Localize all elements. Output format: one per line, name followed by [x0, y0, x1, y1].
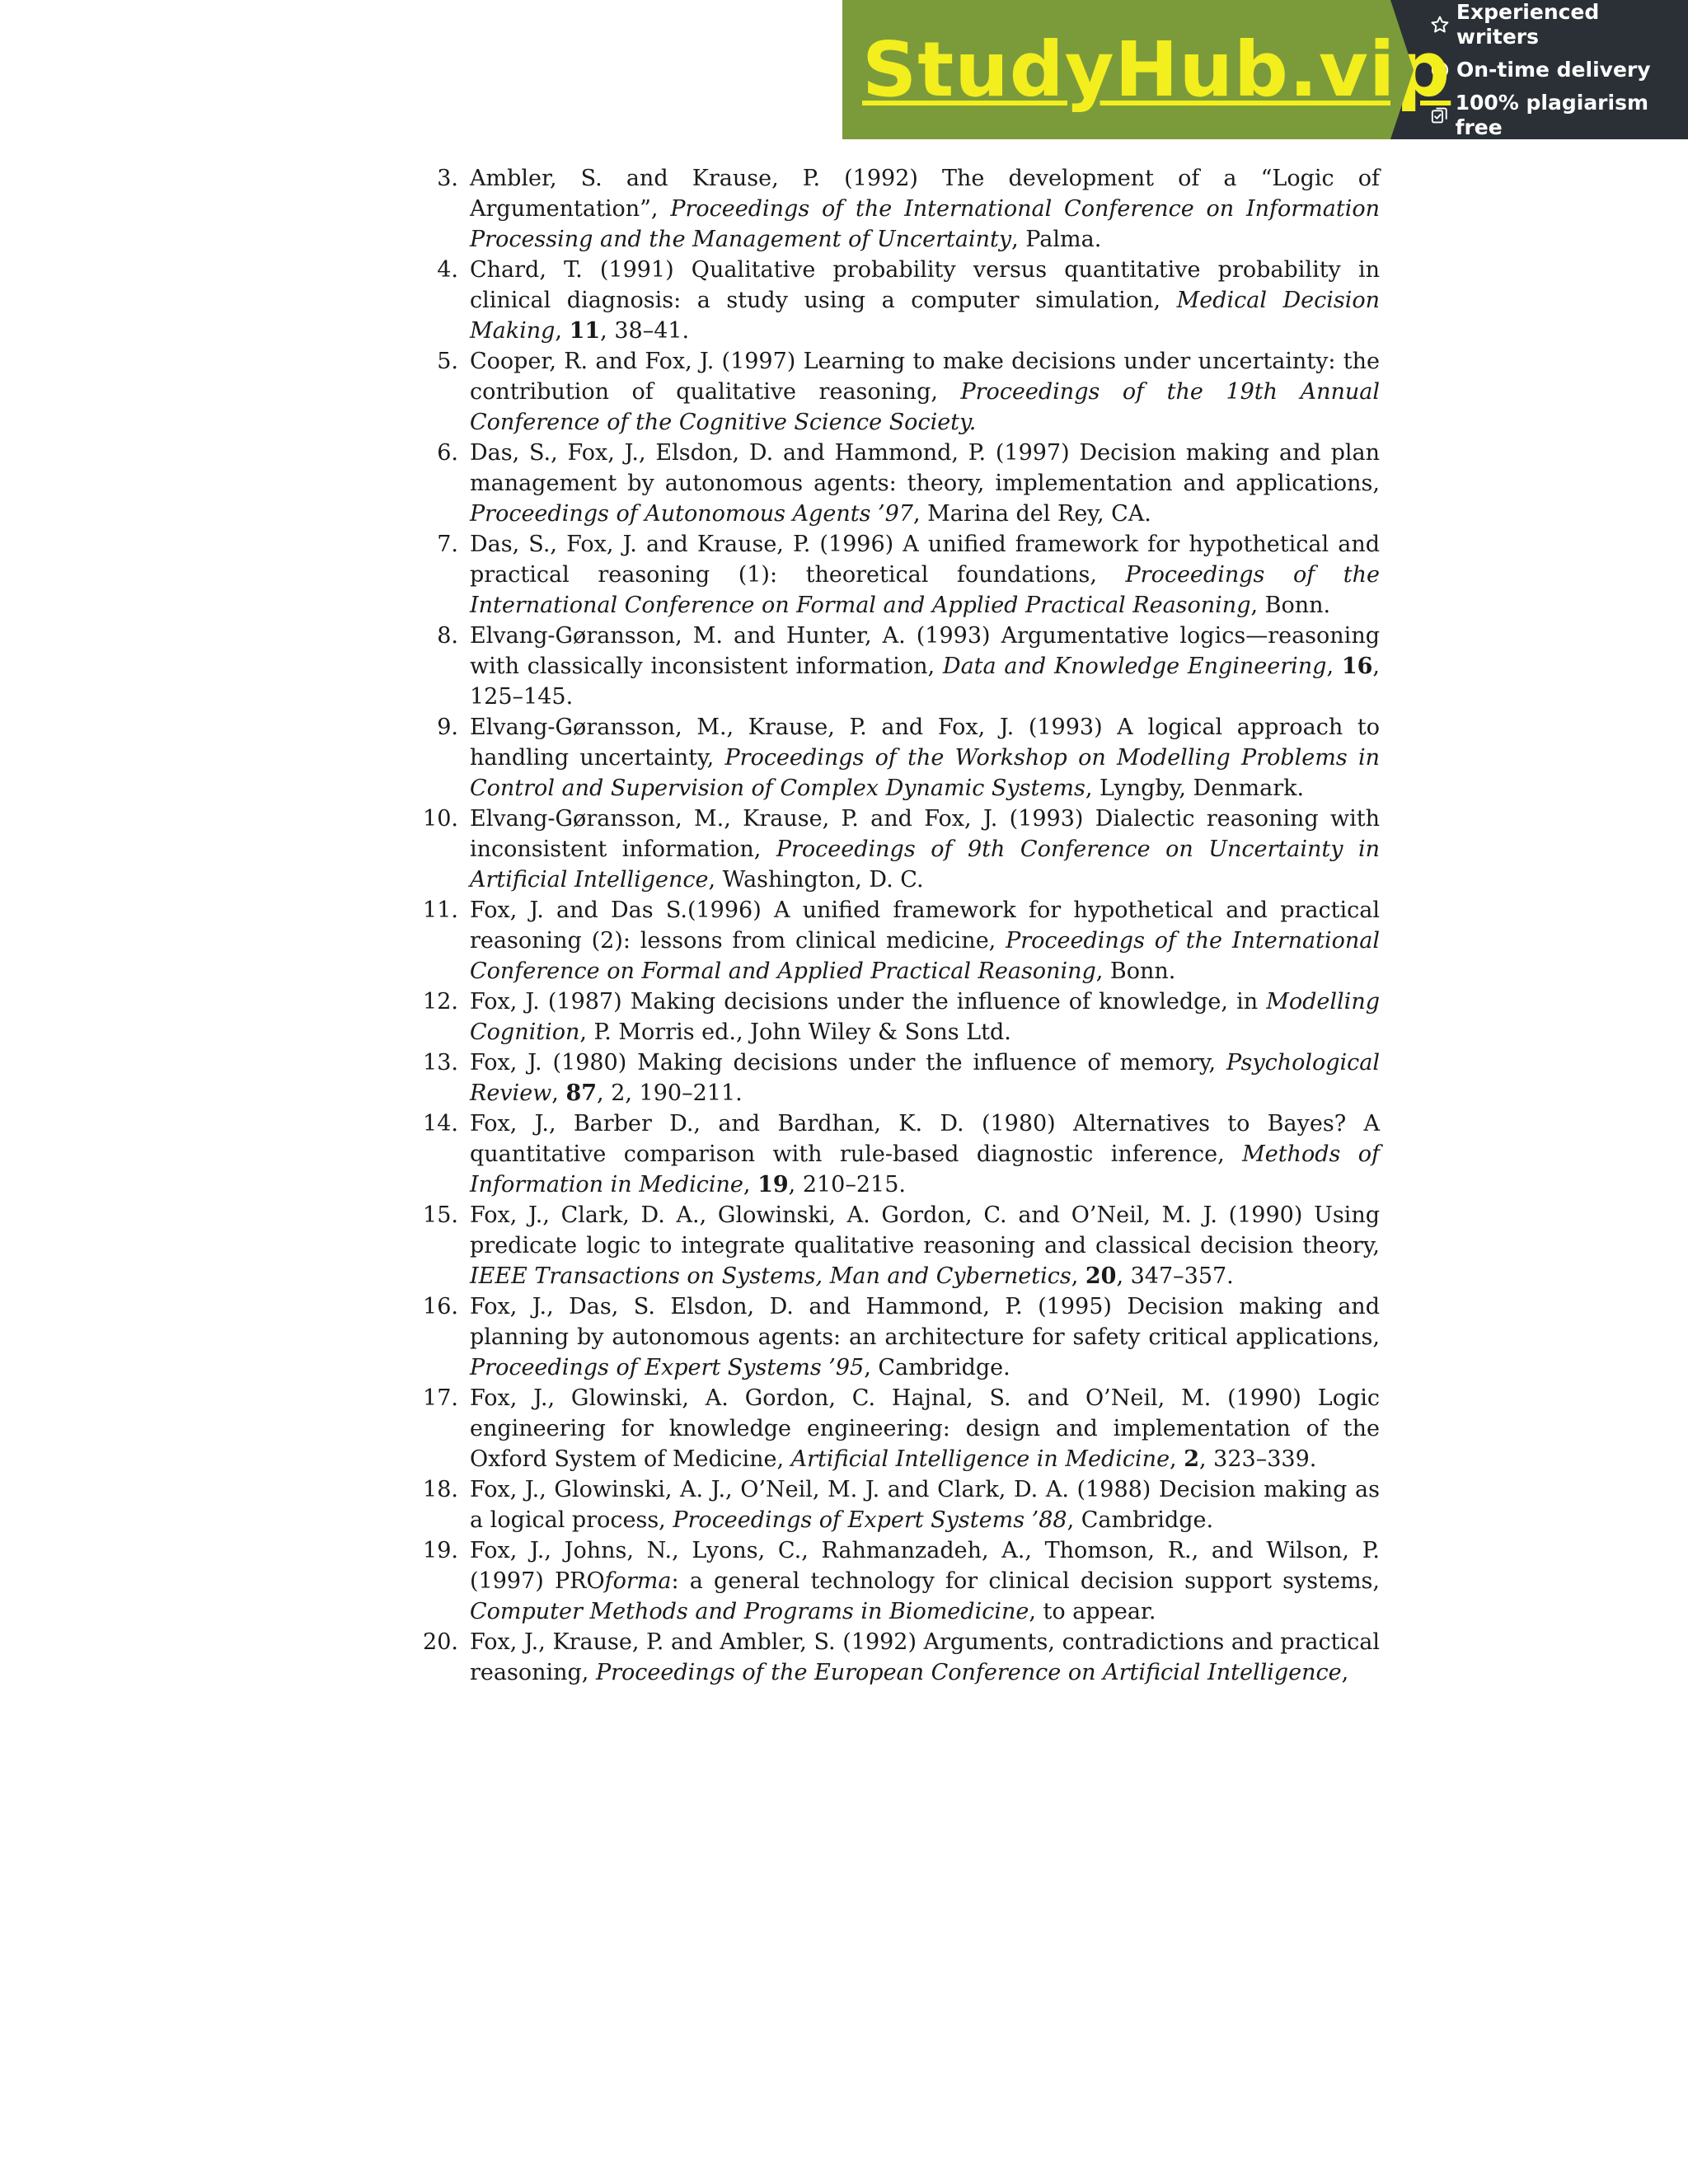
- reference-item: [415, 621, 1380, 712]
- reference-fragment: Fox, J. and Das S.(1996) A unified framework for hypothetical and practical reasoning (2): lessons from clinical medicine,: [470, 898, 1380, 954]
- reference-number: 20.: [423, 1629, 458, 1655]
- reference-text: [470, 440, 1380, 527]
- reference-venue: Artificial Intelligence in Medicine: [790, 1446, 1170, 1472]
- reference-volume: 87: [565, 1080, 598, 1106]
- reference-venue: Medical Decision Making: [470, 288, 1381, 344]
- reference-fragment: Fox, J. (1980) Making decisions under the influence of memory,: [470, 1050, 1227, 1076]
- reference-text: [470, 1385, 1380, 1472]
- reference-fragment: , Lyngby, Denmark.: [1085, 776, 1305, 801]
- reference-volume: 20: [1085, 1263, 1117, 1289]
- reference-fragment: ,: [743, 1172, 758, 1197]
- reference-item: [415, 1474, 1380, 1535]
- reference-fragment: Fox, J., Das, S. Elsdon, D. and Hammond, P. (1995) Decision making and planning by autonomous agents: an architecture for safety critical applications,: [470, 1294, 1380, 1350]
- reference-text: [470, 806, 1380, 893]
- reference-fragment: , Bonn.: [1250, 593, 1331, 618]
- reference-volume: 11: [569, 318, 601, 344]
- reference-item: [415, 255, 1380, 346]
- reference-venue: Computer Methods and Programs in Biomedicine: [470, 1599, 1029, 1624]
- reference-volume: 19: [757, 1172, 789, 1197]
- reference-text: [470, 1202, 1380, 1289]
- reference-fragment: , Bonn.: [1095, 958, 1176, 984]
- reference-text: [470, 1111, 1380, 1197]
- feature-experienced-writers: [1430, 0, 1688, 49]
- reference-item: [415, 529, 1380, 621]
- reference-number: 17.: [423, 1385, 458, 1411]
- reference-item: [415, 438, 1380, 529]
- reference-fragment: Fox, J., Johns, N., Lyons, C., Rahmanzadeh, A., Thomson, R., and Wilson, P. (1997) PRO: [470, 1538, 1380, 1594]
- reference-venue: Data and Knowledge Engineering: [942, 654, 1327, 679]
- reference-fragment: , P. Morris ed., John Wiley & Sons Ltd.: [579, 1019, 1011, 1045]
- reference-number: 12.: [423, 989, 458, 1015]
- reference-venue: Modelling Cognition: [470, 989, 1380, 1045]
- reference-text: [470, 349, 1380, 435]
- reference-fragment: Elvang-Gøransson, M., Krause, P. and Fox, J. (1993) A logical approach to handling uncertainty,: [470, 715, 1380, 771]
- reference-number: 7.: [437, 532, 458, 557]
- reference-fragment: Elvang-Gøransson, M., Krause, P. and Fox, J. (1993) Dialectic reasoning with inconsistent information,: [470, 806, 1380, 862]
- reference-fragment: , 2, 190–211.: [597, 1080, 743, 1106]
- reference-venue: IEEE Transactions on Systems, Man and Cybernetics: [470, 1263, 1071, 1289]
- reference-fragment: ,: [1071, 1263, 1085, 1289]
- reference-venue: Methods of Information in Medicine: [470, 1141, 1380, 1197]
- reference-number: 14.: [423, 1111, 458, 1137]
- reference-fragment: ,: [551, 1080, 566, 1106]
- reference-fragment: Cooper, R. and Fox, J. (1997) Learning to make decisions under uncertainty: the contribution of qualitative reasoning,: [470, 349, 1380, 405]
- reference-fragment: Fox, J., Clark, D. A., Glowinski, A. Gordon, C. and O’Neil, M. J. (1990) Using predicate logic to integrate qualitative reasoning and classical decision theory,: [470, 1202, 1380, 1258]
- reference-number: 5.: [437, 349, 458, 374]
- reference-number: 3.: [437, 166, 458, 191]
- reference-item: [415, 895, 1380, 987]
- reference-fragment: , Cambridge.: [1067, 1507, 1214, 1533]
- reference-volume: 2: [1184, 1446, 1200, 1472]
- feature-label: On-time delivery: [1456, 57, 1651, 82]
- reference-item: [415, 712, 1380, 804]
- reference-fragment: : a general technology for clinical decision support systems,: [671, 1568, 1380, 1594]
- reference-venue: Psychological Review: [470, 1050, 1380, 1106]
- reference-number: 19.: [423, 1538, 458, 1563]
- reference-venue: Proceedings of the Workshop on Modelling Problems in Control and Supervision of Complex Dynamic Systems: [470, 745, 1380, 801]
- reference-fragment: Elvang-Gøransson, M. and Hunter, A. (1993) Argumentative logics—reasoning with classically inconsistent information,: [470, 623, 1380, 679]
- reference-fragment: , 323–339.: [1199, 1446, 1317, 1472]
- reference-fragment: Fox, J., Glowinski, A. J., O’Neil, M. J. and Clark, D. A. (1988) Decision making as a logical process,: [470, 1477, 1380, 1533]
- feature-label: Experienced writers: [1456, 0, 1600, 49]
- reference-text: [470, 166, 1380, 252]
- reference-number: 16.: [423, 1294, 458, 1319]
- feature-label: 100% plagiarism free: [1455, 90, 1649, 139]
- reference-venue: Proceedings of Expert Systems ’95: [470, 1355, 865, 1380]
- reference-text: [470, 989, 1380, 1045]
- reference-fragment: , Washington, D. C.: [708, 867, 924, 893]
- reference-number: 13.: [423, 1050, 458, 1076]
- reference-number: 11.: [423, 898, 458, 923]
- reference-list: [415, 163, 1380, 1688]
- reference-item: [415, 1047, 1380, 1108]
- reference-fragment: Fox, J. (1987) Making decisions under the influence of knowledge, in: [470, 989, 1267, 1015]
- reference-number: 6.: [437, 440, 458, 466]
- reference-fragment: , 347–357.: [1116, 1263, 1234, 1289]
- reference-item: [415, 346, 1380, 438]
- reference-item: [415, 1200, 1380, 1291]
- reference-fragment: ,: [1326, 654, 1342, 679]
- reference-number: 10.: [423, 806, 458, 832]
- reference-venue: Proceedings of the International Conference on Information Processing and the Management of Uncertainty: [470, 196, 1380, 252]
- feature-plagiarism-free: [1430, 91, 1688, 140]
- reference-venue: Proceedings of Expert Systems ’88: [673, 1507, 1067, 1533]
- reference-fragment: Fox, J., Barber D., and Bardhan, K. D. (1980) Alternatives to Bayes? A quantitative comparison with rule-based diagnostic inference,: [470, 1111, 1380, 1167]
- reference-number: 8.: [437, 623, 458, 649]
- reference-fragment: ,: [1170, 1446, 1184, 1472]
- reference-item: [415, 1383, 1380, 1474]
- reference-fragment: , Marina del Rey, CA.: [912, 501, 1151, 527]
- reference-number: 4.: [437, 257, 458, 283]
- reference-volume: 16: [1341, 654, 1373, 679]
- reference-fragment: Ambler, S. and Krause, P. (1992) The development of a “Logic of Argumentation”,: [470, 166, 1380, 222]
- reference-item: [415, 804, 1380, 895]
- reference-text: [470, 1538, 1380, 1624]
- studyhub-banner[interactable]: [842, 0, 1688, 139]
- reference-text: [470, 1629, 1380, 1685]
- reference-number: 15.: [423, 1202, 458, 1228]
- reference-venue: Proceedings of Autonomous Agents ’97: [470, 501, 913, 527]
- reference-fragment: Das, S., Fox, J., Elsdon, D. and Hammond, P. (1997) Decision making and plan management by autonomous agents: theory, implementation and applications,: [470, 440, 1380, 496]
- reference-fragment: , 125–145.: [470, 654, 1381, 710]
- reference-text: [470, 715, 1380, 801]
- reference-fragment: , 38–41.: [600, 318, 690, 344]
- reference-item: [415, 163, 1380, 255]
- reference-fragment: ,: [1341, 1660, 1349, 1685]
- reference-fragment: Das, S., Fox, J. and Krause, P. (1996) A unified framework for hypothetical and practical reasoning (1): theoretical foundations,: [470, 532, 1380, 588]
- reference-venue: Proceedings of the International Conference on Formal and Applied Practical Reasoning: [470, 928, 1380, 984]
- reference-venue: Proceedings of the European Conference on Artificial Intelligence: [595, 1660, 1342, 1685]
- reference-text: [470, 1050, 1380, 1106]
- reference-text: [470, 623, 1380, 710]
- reference-text: [470, 1477, 1380, 1533]
- feature-on-time-delivery: [1430, 58, 1688, 82]
- reference-number: 9.: [437, 715, 458, 740]
- reference-item: [415, 1535, 1380, 1627]
- reference-fragment: , to appear.: [1029, 1599, 1156, 1624]
- reference-fragment: , Palma.: [1011, 227, 1102, 252]
- reference-venue: Proceedings of 9th Conference on Uncertainty in Artificial Intelligence: [470, 837, 1381, 893]
- reference-text: [470, 257, 1380, 344]
- reference-fragment: , 210–215.: [788, 1172, 906, 1197]
- reference-item: [415, 1291, 1380, 1383]
- reference-text: [470, 532, 1380, 618]
- reference-venue: forma: [604, 1568, 672, 1594]
- reference-item: [415, 1108, 1380, 1200]
- reference-item: [415, 987, 1380, 1047]
- reference-text: [470, 1294, 1380, 1380]
- reference-fragment: , Cambridge.: [864, 1355, 1010, 1380]
- reference-item: [415, 1627, 1380, 1688]
- studyhub-logo[interactable]: [842, 0, 1451, 139]
- reference-venue: Proceedings of the 19th Annual Conference of the Cognitive Science Society.: [470, 379, 1380, 435]
- reference-number: 18.: [423, 1477, 458, 1502]
- reference-fragment: Chard, T. (1991) Qualitative probability versus quantitative probability in clinical diagnosis: a study using a computer simulation,: [470, 257, 1380, 313]
- reference-text: [470, 898, 1380, 984]
- logo-text: StudyHub.vip: [862, 25, 1451, 114]
- reference-fragment: Fox, J., Krause, P. and Ambler, S. (1992) Arguments, contradictions and practical reasoning,: [470, 1629, 1380, 1685]
- reference-fragment: Fox, J., Glowinski, A. Gordon, C. Hajnal, S. and O’Neil, M. (1990) Logic engineering for knowledge engineering: design and implementation of the Oxford System of Medicine,: [470, 1385, 1380, 1472]
- reference-fragment: ,: [555, 318, 570, 344]
- reference-venue: Proceedings of the International Conference on Formal and Applied Practical Reasoning: [470, 562, 1380, 618]
